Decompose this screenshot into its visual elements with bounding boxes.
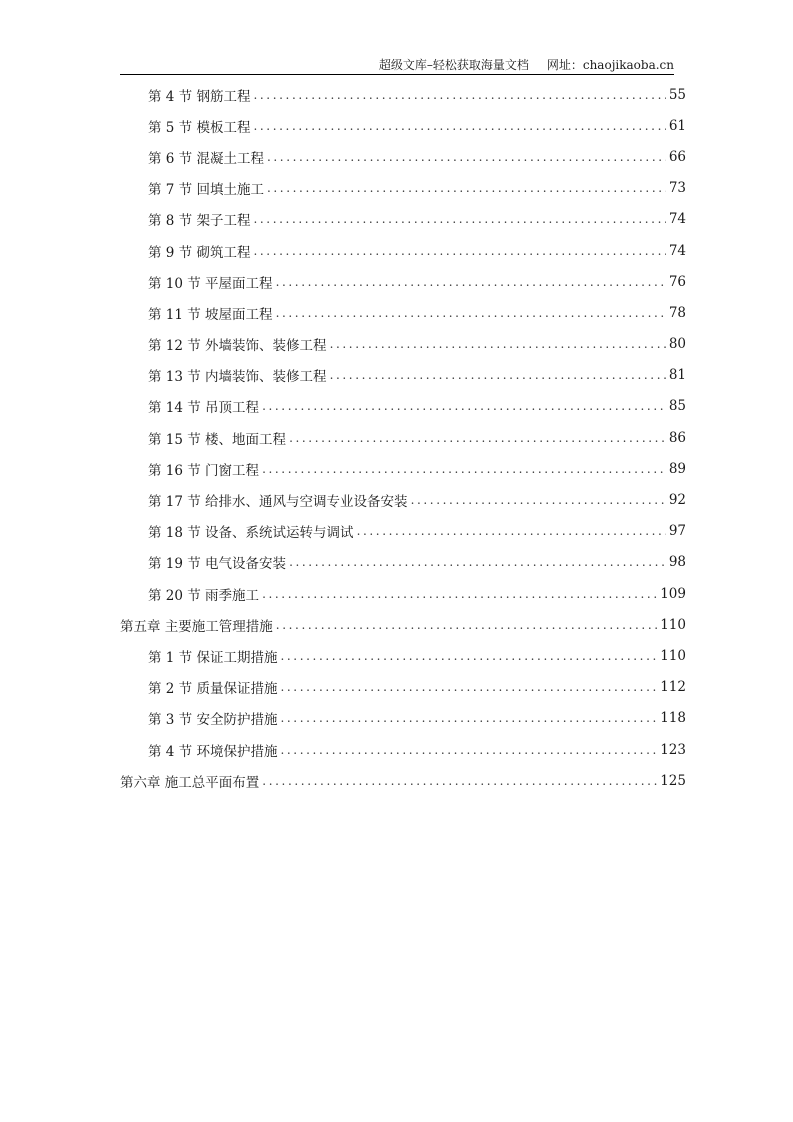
toc-page-number: 80 [668, 336, 686, 353]
toc-dot-leader [289, 431, 666, 445]
toc-section-entry[interactable] [120, 484, 686, 515]
toc-section-entry[interactable] [120, 235, 686, 266]
header-library-text: 超级文库–轻松获取海量文档 [378, 58, 529, 72]
toc-page-number: 81 [668, 367, 686, 384]
toc-page-number: 97 [668, 523, 686, 540]
toc-section-entry[interactable] [120, 391, 686, 422]
toc-dot-leader [276, 275, 666, 289]
toc-dot-leader [280, 649, 657, 663]
toc-entry-label: 第 17 节 给排水、通风与空调专业设备安装 [148, 494, 408, 511]
toc-entry-label: 第 1 节 保证工期措施 [148, 649, 278, 666]
toc-section-entry[interactable] [120, 516, 686, 547]
toc-page-number: 98 [668, 554, 686, 571]
toc-page-number: 112 [660, 679, 686, 696]
toc-dot-leader [280, 680, 657, 694]
toc-section-entry[interactable] [120, 703, 686, 734]
toc-dot-leader [280, 743, 657, 757]
toc-dot-leader [267, 150, 666, 164]
toc-entry-label: 第 8 节 架子工程 [148, 213, 251, 230]
toc-chapter-entry[interactable] [120, 609, 686, 640]
toc-section-entry[interactable] [120, 578, 686, 609]
toc-dot-leader [253, 244, 665, 258]
toc-section-entry[interactable] [120, 422, 686, 453]
toc-dot-leader [267, 181, 666, 195]
toc-section-entry[interactable] [120, 547, 686, 578]
toc-entry-label: 第 4 节 环境保护措施 [148, 743, 278, 760]
toc-page-number: 74 [668, 242, 686, 259]
toc-page-number: 125 [660, 772, 686, 789]
toc-page-number: 78 [668, 304, 686, 321]
toc-page-number: 55 [668, 86, 686, 103]
toc-page-number: 110 [660, 616, 686, 633]
toc-entry-label: 第 11 节 坡屋面工程 [148, 306, 273, 323]
toc-section-entry[interactable] [120, 79, 686, 110]
toc-page-number: 110 [660, 647, 686, 664]
table-of-contents [120, 79, 686, 796]
toc-entry-label: 第 18 节 设备、系统试运转与调试 [148, 525, 354, 542]
toc-entry-label: 第 16 节 门窗工程 [148, 462, 260, 479]
toc-dot-leader [276, 306, 666, 320]
toc-page-number: 123 [660, 741, 686, 758]
toc-section-entry[interactable] [120, 141, 686, 172]
toc-dot-leader [411, 493, 666, 507]
toc-dot-leader [262, 587, 657, 601]
toc-entry-label: 第 6 节 混凝土工程 [148, 150, 264, 167]
toc-section-entry[interactable] [120, 297, 686, 328]
toc-page-number: 66 [668, 148, 686, 165]
toc-entry-label: 第六章 施工总平面布置 [120, 774, 260, 791]
toc-chapter-entry[interactable] [120, 765, 686, 796]
toc-page-number: 73 [668, 180, 686, 197]
toc-dot-leader [262, 462, 666, 476]
toc-entry-label: 第 20 节 雨季施工 [148, 587, 260, 604]
toc-entry-label: 第五章 主要施工管理措施 [120, 618, 273, 635]
toc-dot-leader [357, 524, 666, 538]
toc-page-number: 85 [668, 398, 686, 415]
toc-section-entry[interactable] [120, 734, 686, 765]
toc-dot-leader [262, 399, 666, 413]
page-header [120, 56, 674, 75]
toc-dot-leader [253, 212, 665, 226]
toc-page-number: 74 [668, 211, 686, 228]
toc-section-entry[interactable] [120, 360, 686, 391]
toc-entry-label: 第 14 节 吊顶工程 [148, 400, 260, 417]
header-site-label: 网址：chaojikaoba.cn [546, 58, 674, 72]
toc-dot-leader [330, 337, 666, 351]
toc-dot-leader [276, 618, 657, 632]
toc-entry-label: 第 2 节 质量保证措施 [148, 681, 278, 698]
toc-entry-label: 第 5 节 模板工程 [148, 119, 251, 136]
toc-entry-label: 第 19 节 电气设备安装 [148, 556, 287, 573]
toc-dot-leader [253, 119, 665, 133]
toc-entry-label: 第 7 节 回填土施工 [148, 182, 264, 199]
toc-page-number: 86 [668, 429, 686, 446]
toc-page-number: 92 [668, 492, 686, 509]
toc-section-entry[interactable] [120, 266, 686, 297]
toc-entry-label: 第 15 节 楼、地面工程 [148, 431, 287, 448]
toc-page-number: 61 [668, 117, 686, 134]
toc-section-entry[interactable] [120, 672, 686, 703]
toc-section-entry[interactable] [120, 204, 686, 235]
toc-page-number: 76 [668, 273, 686, 290]
toc-entry-label: 第 9 节 砌筑工程 [148, 244, 251, 261]
toc-page-number: 118 [660, 710, 686, 727]
toc-section-entry[interactable] [120, 453, 686, 484]
toc-page-number: 109 [660, 585, 686, 602]
toc-entry-label: 第 13 节 内墙装饰、装修工程 [148, 369, 327, 386]
toc-dot-leader [289, 555, 666, 569]
toc-page-number: 89 [668, 460, 686, 477]
toc-dot-leader [262, 774, 657, 788]
toc-section-entry[interactable] [120, 110, 686, 141]
toc-entry-label: 第 4 节 钢筋工程 [148, 88, 251, 105]
toc-entry-label: 第 3 节 安全防护措施 [148, 712, 278, 729]
toc-dot-leader [253, 88, 665, 102]
toc-section-entry[interactable] [120, 640, 686, 671]
toc-section-entry[interactable] [120, 173, 686, 204]
toc-entry-label: 第 10 节 平屋面工程 [148, 275, 273, 292]
toc-entry-label: 第 12 节 外墙装饰、装修工程 [148, 338, 327, 355]
toc-dot-leader [280, 711, 657, 725]
toc-section-entry[interactable] [120, 329, 686, 360]
toc-dot-leader [330, 368, 666, 382]
